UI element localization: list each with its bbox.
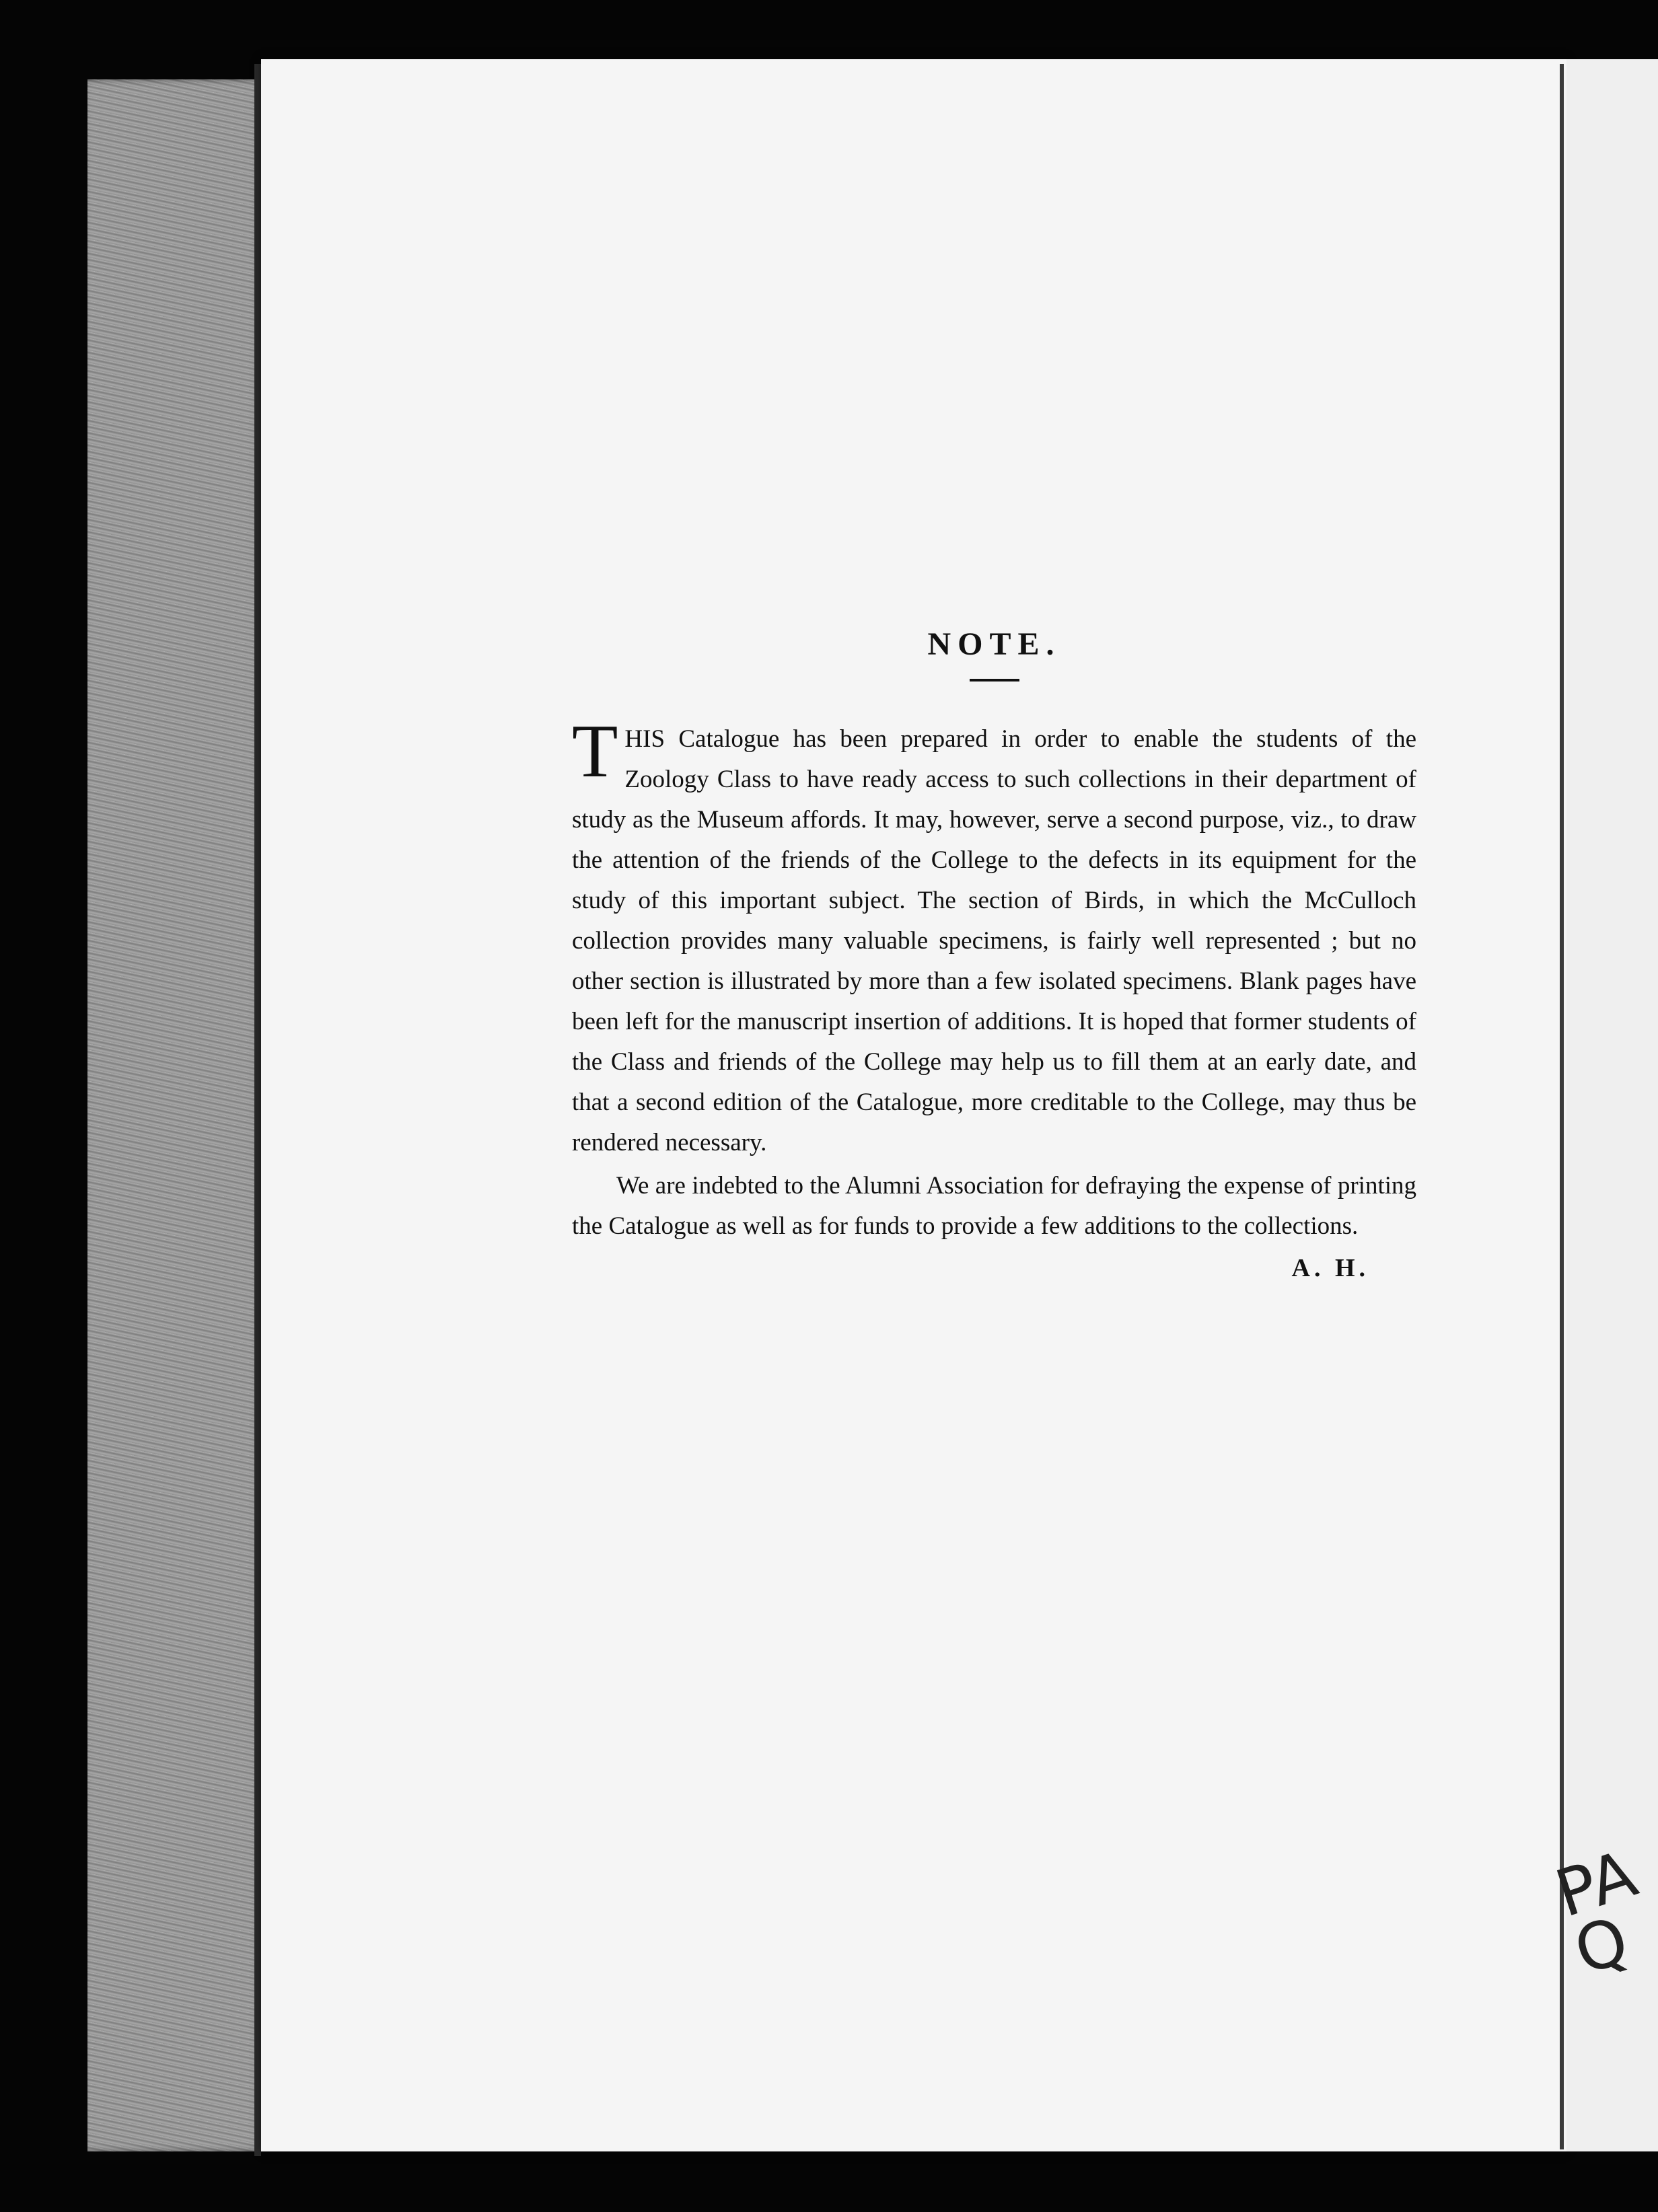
note-heading: NOTE.: [927, 626, 1061, 662]
handwritten-margin-mark: PA Q: [1546, 1835, 1646, 1990]
note-text-block: [572, 626, 1416, 1283]
paragraph-1-text: HIS Catalogue has been prepared in order to enable the students of the Zoology Class to have ready access to such collections in their department of study as the Museum affords. It may, however, serve a second purpose, viz., to draw the attention of the friends of the College to the defects in its equipment for the study of this important subject. The section of Birds, in which the McCulloch collection provides many valuable specimens, is fairly well represented ; but no other section is illustrated by more than a few isolated specimens. Blank pages have been left for the manuscript insertion of additions. It is hoped that former students of the Class and friends of the College may help us to fill them at an early date, and that a second edition of the Catalogue, more creditable to the College, may thus be rendered necessary.: [572, 725, 1416, 1156]
page-gutter: [1560, 64, 1564, 2149]
note-signature: A. H.: [1291, 1254, 1369, 1282]
note-paragraph-2: We are indebted to the Alumni Association for defraying the expense of printing the Catalogue as well as for funds to provide a few additions to the collections.: [572, 1172, 1416, 1240]
facing-page-strip: [1566, 59, 1658, 2151]
heading-rule: [970, 679, 1019, 681]
page-binding-edge: [254, 64, 261, 2156]
drop-cap: T: [572, 710, 618, 793]
note-paragraph-1: [572, 710, 1416, 1163]
